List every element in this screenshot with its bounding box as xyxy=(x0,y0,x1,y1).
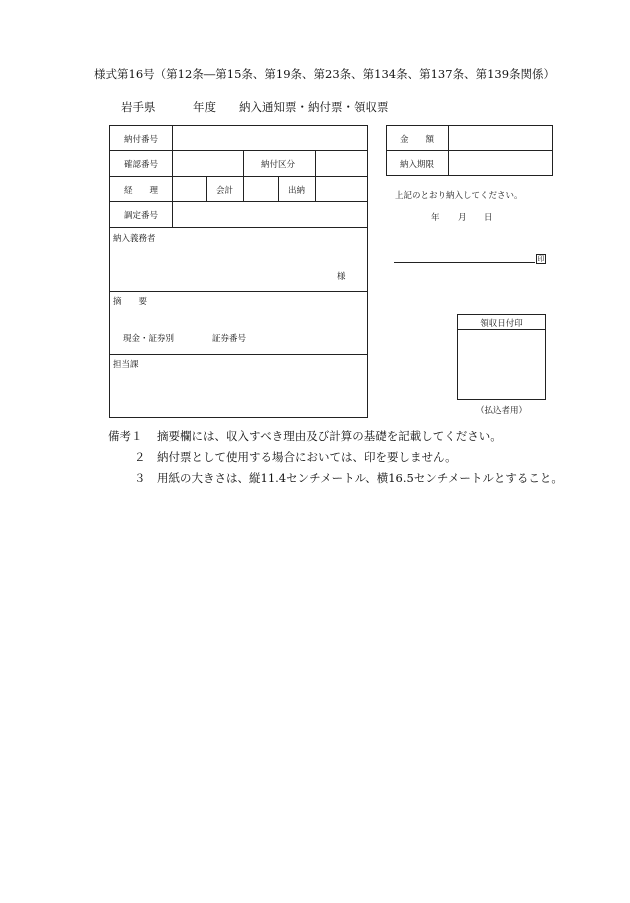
payer-label: 納入義務者 xyxy=(113,234,156,244)
row-divider xyxy=(109,150,368,151)
row-divider xyxy=(109,176,368,177)
cell-divider xyxy=(243,176,244,201)
year-label: 年 xyxy=(431,213,440,223)
payment-category-label: 納付区分 xyxy=(261,160,296,170)
seal-mark: 印 xyxy=(537,255,545,263)
accounting-label: 経 理 xyxy=(124,186,159,196)
fiscal-year-label: 年度 xyxy=(193,100,216,114)
summary-label: 摘 要 xyxy=(113,297,148,307)
honorific-label: 様 xyxy=(337,272,346,282)
prefecture-name: 岩手県 xyxy=(121,100,156,114)
form-title: 納入通知票・納付票・領収票 xyxy=(239,100,389,114)
month-label: 月 xyxy=(458,213,467,223)
kaikei-label: 会計 xyxy=(216,186,234,196)
row-divider xyxy=(109,291,368,292)
form-number-heading: 様式第16号（第12条―第15条、第19条、第23条、第134条、第137条、第139条関係） xyxy=(94,67,556,81)
cell-divider xyxy=(243,150,244,176)
amount-label: 金 額 xyxy=(400,135,435,145)
label-column-divider xyxy=(448,125,449,176)
assessment-number-label: 調定番号 xyxy=(124,211,159,221)
day-label: 日 xyxy=(484,213,493,223)
row-divider xyxy=(109,227,368,228)
label-column-divider xyxy=(172,125,173,227)
remark-2-text: 納付票として使用する場合においては、印を要しません。 xyxy=(157,450,457,464)
row-divider xyxy=(386,150,553,151)
cell-divider xyxy=(206,176,207,201)
stamp-header-divider xyxy=(457,329,546,330)
payer-use-label: （払込者用） xyxy=(475,406,527,416)
cash-securities-label: 現金・証券別 xyxy=(123,334,175,344)
cell-divider xyxy=(278,176,279,201)
payment-number-label: 納付番号 xyxy=(124,135,159,145)
row-divider xyxy=(109,201,368,202)
confirmation-number-label: 確認番号 xyxy=(124,160,159,170)
due-date-label: 納入期限 xyxy=(400,160,435,170)
notice-text: 上記のとおり納入してください。 xyxy=(395,191,523,201)
signature-line xyxy=(394,262,535,263)
row-divider xyxy=(109,354,368,355)
remark-1-text: 摘要欄には、収入すべき理由及び計算の基礎を記載してください。 xyxy=(157,429,502,443)
receipt-stamp-label: 領収日付印 xyxy=(480,319,523,329)
remark-3-text: 用紙の大きさは、縦11.4センチメートル、横16.5センチメートルとすること。 xyxy=(157,471,563,485)
cell-divider xyxy=(315,150,316,201)
department-label: 担当課 xyxy=(113,360,139,370)
shutsuno-label: 出納 xyxy=(288,186,306,196)
securities-number-label: 証券番号 xyxy=(212,334,247,344)
remark-3-label: ３ xyxy=(134,471,146,485)
remark-2-label: ２ xyxy=(134,450,146,464)
remark-1-label: 備考１ xyxy=(108,429,143,443)
